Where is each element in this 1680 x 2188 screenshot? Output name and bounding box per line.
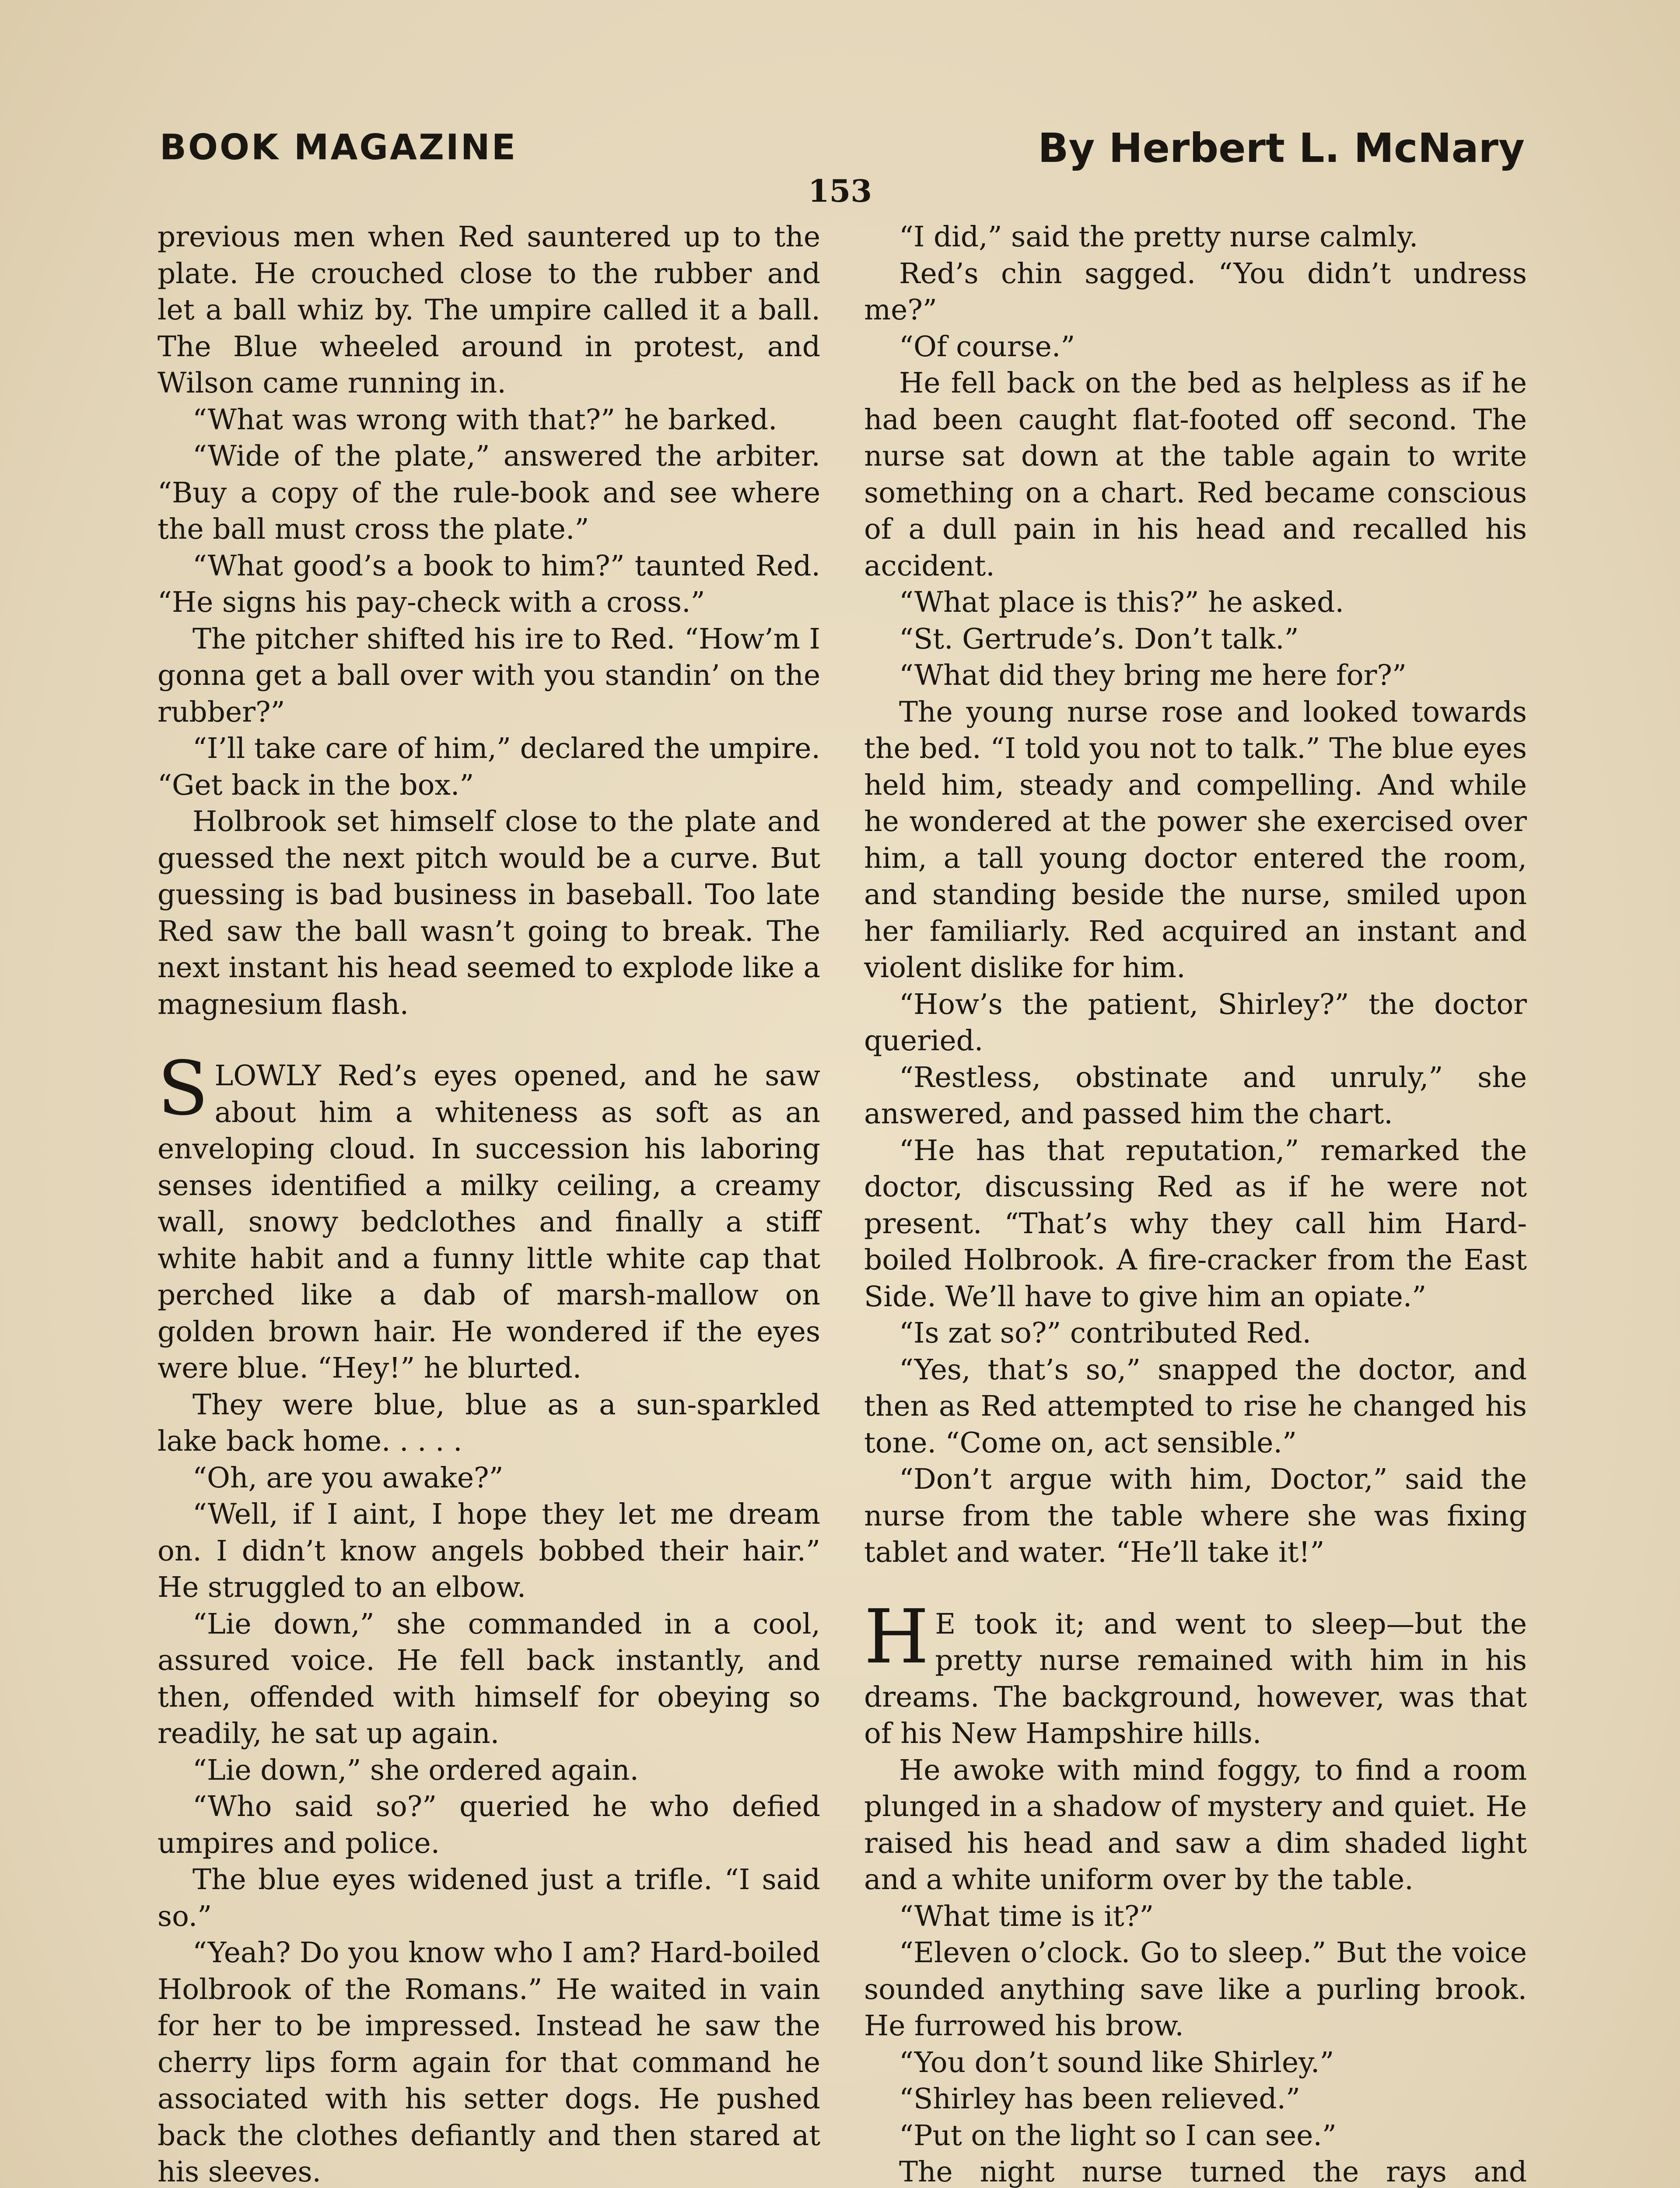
paragraph: Holbrook set himself close to the plate and guessed the next pitch would be a curve. But guessing is bad business in baseball. Too late Red saw the ball wasn’t going to break. The next instant his head seemed to explode like a magnesium flash. — [158, 805, 820, 1021]
paragraph: “Don’t argue with him, Doctor,” said the nurse from the table where she was fixing tablet and water. “He’ll take it!” — [864, 1463, 1527, 1569]
drop-cap: H — [864, 1593, 929, 1680]
paragraph: “Is zat so?” contributed Red. — [899, 1317, 1312, 1350]
paragraph-text: E took it; and went to sleep—but the pretty nurse remained with him in his dreams. The background, however, was that of his New Hampshire hills. — [864, 1607, 1527, 1750]
left-column — [158, 219, 820, 2188]
paragraph: The blue eyes widened just a trifle. “I said so.” — [158, 1863, 820, 1933]
section-opening-paragraph — [864, 1593, 1527, 1752]
paragraph: “Who said so?” queried he who defied umpires and police. — [158, 1790, 820, 1860]
author-byline: By Herbert L. McNary — [1038, 125, 1525, 172]
paragraph: “Oh, are you awake?” — [192, 1461, 504, 1494]
paragraph: “Put on the light so I can see.” — [899, 2119, 1337, 2152]
paragraph: “I’ll take care of him,” declared the umpire. “Get back in the box.” — [158, 732, 820, 802]
paragraph: “Lie down,” she commanded in a cool, assured voice. He fell back instantly, and then, offended with himself for obeying so readily, he sat up again. — [158, 1607, 820, 1750]
paragraph: “Yes, that’s so,” snapped the doctor, and then as Red attempted to rise he changed his tone. “Come on, act sensible.” — [864, 1353, 1527, 1459]
paragraph: “He has that reputation,” remarked the doctor, discussing Red as if he were not present. “That’s why they call him Hard-boiled Holbrook. A fire-cracker from the East Side. We’ll have to give him an opiate.” — [864, 1134, 1527, 1313]
paragraph: The young nurse rose and looked towards the bed. “I told you not to talk.” The blue eyes held him, steady and compelling. And while he wondered at the power she exercised over him, a tall young doctor entered the room, and standing beside the nurse, smiled upon her familiarly. Red acquired an instant and violent dislike for him. — [864, 695, 1527, 984]
paragraph: “What was wrong with that?” he barked. — [192, 403, 777, 436]
paragraph: He fell back on the bed as helpless as if he had been caught flat-footed off second. The nurse sat down at the table again to write something on a chart. Red became conscious of a dull pain in his head and recalled his accident. — [864, 367, 1527, 582]
paragraph: “What time is it?” — [899, 1900, 1154, 1933]
paragraph: “You don’t sound like Shirley.” — [899, 2046, 1334, 2079]
paragraph: “Yeah? Do you know who I am? Hard-boiled Holbrook of the Romans.” He waited in vain for her to be impressed. Instead he saw the cherry lips form again for that command he associated with his setter dogs. He pushed back the clothes defiantly and then stared at his sleeves. — [158, 1936, 820, 2188]
page-number: 153 — [808, 173, 872, 209]
drop-cap: S — [158, 1045, 209, 1132]
paragraph: “I did,” said the pretty nurse calmly. — [899, 221, 1418, 253]
paragraph: “Wide of the plate,” answered the arbiter. “Buy a copy of the rule-book and see where the ball must cross the plate.” — [158, 440, 820, 546]
paragraph-text: LOWLY Red’s eyes opened, and he saw about him a whiteness as soft as an enveloping cloud. In succession his laboring senses identified a milky ceiling, a creamy wall, snowy bedclothes and finally a stiff white habit and a funny little white cap that perched like a dab of marsh-mallow on golden brown hair. He wondered if the eyes were blue. “Hey!” he blurted. — [158, 1059, 820, 1385]
publication-title: BOOK MAGAZINE — [160, 127, 518, 168]
paragraph: “What did they bring me here for?” — [899, 659, 1407, 692]
paragraph: “How’s the patient, Shirley?” the doctor queried. — [864, 988, 1527, 1057]
section-opening-paragraph — [158, 1045, 820, 1387]
paragraph: “Shirley has been relieved.” — [899, 2083, 1300, 2115]
paragraph: He awoke with mind foggy, to find a room plunged in a shadow of mystery and quiet. He raised his head and saw a dim shaded light and a white uniform over by the table. — [864, 1753, 1527, 1896]
paragraph: “Eleven o’clock. Go to sleep.” But the voice sounded anything save like a purling brook. He furrowed his brow. — [864, 1936, 1527, 2042]
paragraph: previous men when Red sauntered up to the plate. He crouched close to the rubber and let a ball whiz by. The umpire called it a ball. The Blue wheeled around in protest, and Wilson came running in. — [158, 221, 820, 400]
paragraph: “St. Gertrude’s. Don’t talk.” — [899, 622, 1299, 656]
paragraph: The night nurse turned the rays and — [899, 2156, 1527, 2188]
paragraph: “What place is this?” he asked. — [899, 586, 1344, 619]
paragraph: “Lie down,” she ordered again. — [192, 1753, 639, 1787]
paragraph: The pitcher shifted his ire to Red. “How’m I gonna get a ball over with you standin’ on the rubber?” — [158, 622, 820, 729]
paragraph: Red’s chin sagged. “You didn’t undress me?” — [864, 257, 1527, 326]
paragraph: “What good’s a book to him?” taunted Red. “He signs his pay-check with a cross.” — [158, 549, 820, 619]
paragraph: “Well, if I aint, I hope they let me dream on. I didn’t know angels bobbed their hair.” He struggled to an elbow. — [158, 1498, 820, 1604]
paragraph: “Of course.” — [899, 330, 1075, 363]
paragraph: They were blue, blue as a sun-sparkled lake back home. . . . . — [158, 1388, 820, 1458]
paragraph: “Restless, obstinate and unruly,” she answered, and passed him the chart. — [864, 1061, 1527, 1130]
right-column — [864, 219, 1527, 2188]
